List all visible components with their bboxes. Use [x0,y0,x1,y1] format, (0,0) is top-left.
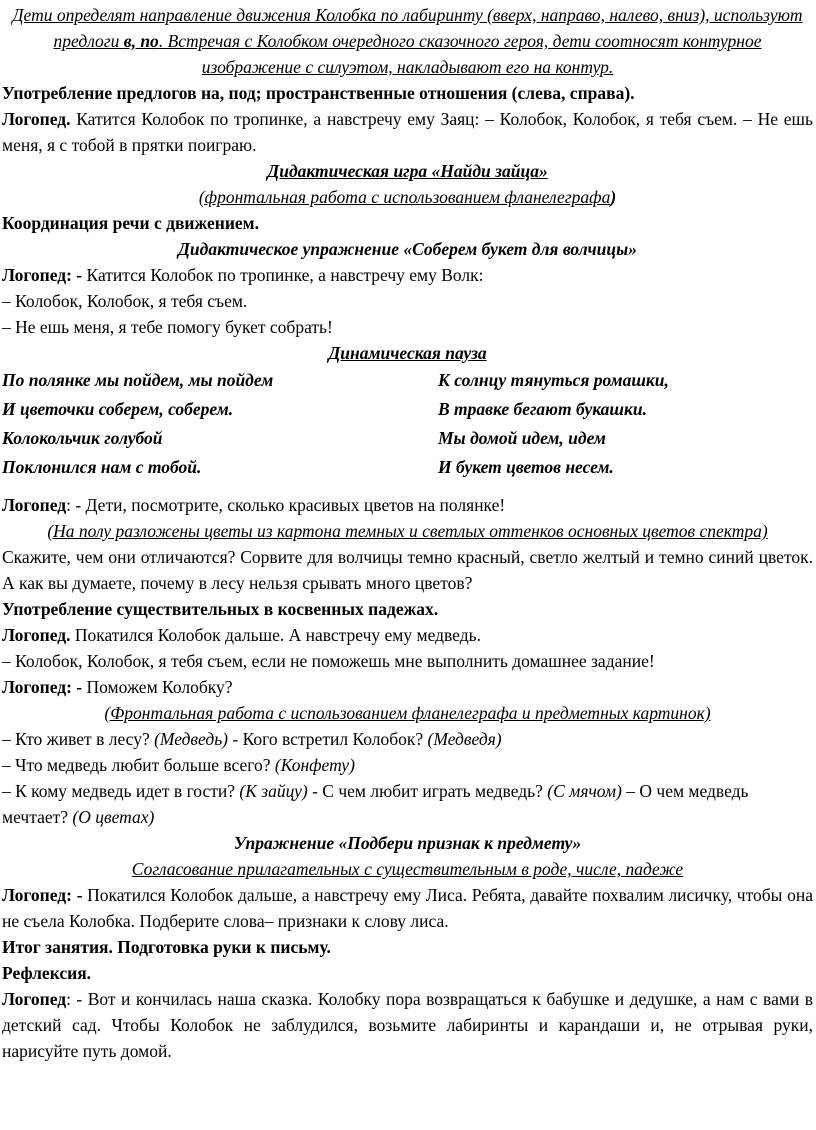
section5-subtitle: Согласование прилагательных с существительным в роде, числе, падеже [131,859,684,879]
pause-title: Динамическая пауза [328,343,487,363]
section6-heading1: Итог занятия. Подготовка руки к письму. [2,937,331,957]
qa-line: – Кто живет в лесу? (Медведь) - Кого встретил Колобок? (Медведя) [2,729,502,749]
poem-line: И цветочки соберем, соберем. [2,399,234,419]
section3-question: Скажите, чем они отличаются? Сорвите для волчицы темно красный, светло желтый и темно синий цветок. А как вы думаете, почему в лесу нельзя срывать много цветов? [2,547,813,593]
speaker-label: Логопед [2,989,67,1009]
section1-paragraph: Логопед. Катится Колобок по тропинке, а навстречу ему Заяц: – Колобок, Колобок, я тебя съем. – Не ешь меня, я с тобой в прятки поиграю. [2,109,813,155]
poem-left-column [2,366,438,482]
qa-line: – Что медведь любит больше всего? (Конфету) [2,755,355,775]
poem [2,366,813,482]
section2-line1: Логопед: - Катится Колобок по тропинке, а навстречу ему Волк: [2,265,484,285]
section1-heading: Употребление предлогов на, под; пространственные отношения (слева, справа). [2,83,635,103]
poem-line: Мы домой идем, идем [438,428,606,448]
intro-note: Дети определят направление движения Колобка по лабиринту (вверх, направо, налево, вниз), используют предлоги в, по. Встречая с Колобком очередного сказочного героя, дети соотносят контурное изображение с силуэтом, накладывают его на контур. [12,5,803,77]
exercise-title-attribute: Упражнение «Подбери признак к предмету» [233,833,582,853]
section4-line2: – Колобок, Колобок, я тебя съем, если не поможешь мне выполнить домашнее задание! [2,651,655,671]
poem-right-column [438,366,813,482]
exercise-title-bouquet: Дидактическое упражнение «Соберем букет для волчицы» [177,239,638,259]
section2-line2: – Колобок, Колобок, я тебя съем. [2,291,248,311]
section4-note: (Фронтальная работа с использованием фланелеграфа и предметных картинок) [104,703,711,723]
game-title: Дидактическая игра «Найди зайца» [267,161,548,181]
speaker-label: Логопед: - [2,265,83,285]
speaker-label: Логопед: - [2,885,83,905]
poem-line: По полянке мы пойдем, мы пойдем [2,370,274,390]
section4-line1: Логопед. Покатился Колобок дальше. А навстречу ему медведь. [2,625,481,645]
game-subtitle: (фронтальная работа с использованием фланелеграфа) [198,187,617,207]
poem-line: Колокольчик голубой [2,428,163,448]
section3-line: Логопед: - Дети, посмотрите, сколько красивых цветов на полянке! [2,495,506,515]
section2-line3: – Не ешь меня, я тебе помогу букет собрать! [2,317,333,337]
speaker-label: Логопед: - [2,677,83,697]
speaker-label: Логопед. [2,109,71,129]
speaker-label: Логопед. [2,625,71,645]
poem-line: И букет цветов несем. [438,457,614,477]
intro-note-bold: в, по [123,31,159,51]
poem-line: К солнцу тянуться ромашки, [438,370,669,390]
poem-line: В травке бегают букашки. [438,399,647,419]
section4-line3: Логопед: - Поможем Колобку? [2,677,233,697]
section4-heading: Употребление существительных в косвенных падежах. [2,599,439,619]
speaker-label: Логопед [2,495,67,515]
section3-note: (На полу разложены цветы из картона темных и светлых оттенков основных цветов спектра) [47,521,768,541]
poem-line: Поклонился нам с тобой. [2,457,202,477]
section2-heading: Координация речи с движением. [2,213,259,233]
qa-line: – К кому медведь идет в гости? (К зайцу) - С чем любит играть медведь? (С мячом) – О чем медведь мечтает? (О цветах) [2,781,749,827]
section6-paragraph: Логопед: - Вот и кончилась наша сказка. Колобку пора возвращаться к бабушке и дедушке, а нам с вами в детский сад. Чтобы Колобок не заблудился, возьмите лабиринты и карандаши и, не отрывая руки, нарисуйте путь домой. [2,989,813,1061]
section6-heading2: Рефлексия. [2,963,92,983]
section5-paragraph: Логопед: - Покатился Колобок дальше, а навстречу ему Лиса. Ребята, давайте похвалим лисичку, чтобы она не съела Колобка. Подберите слова– признаки к слову лиса. [2,885,813,931]
